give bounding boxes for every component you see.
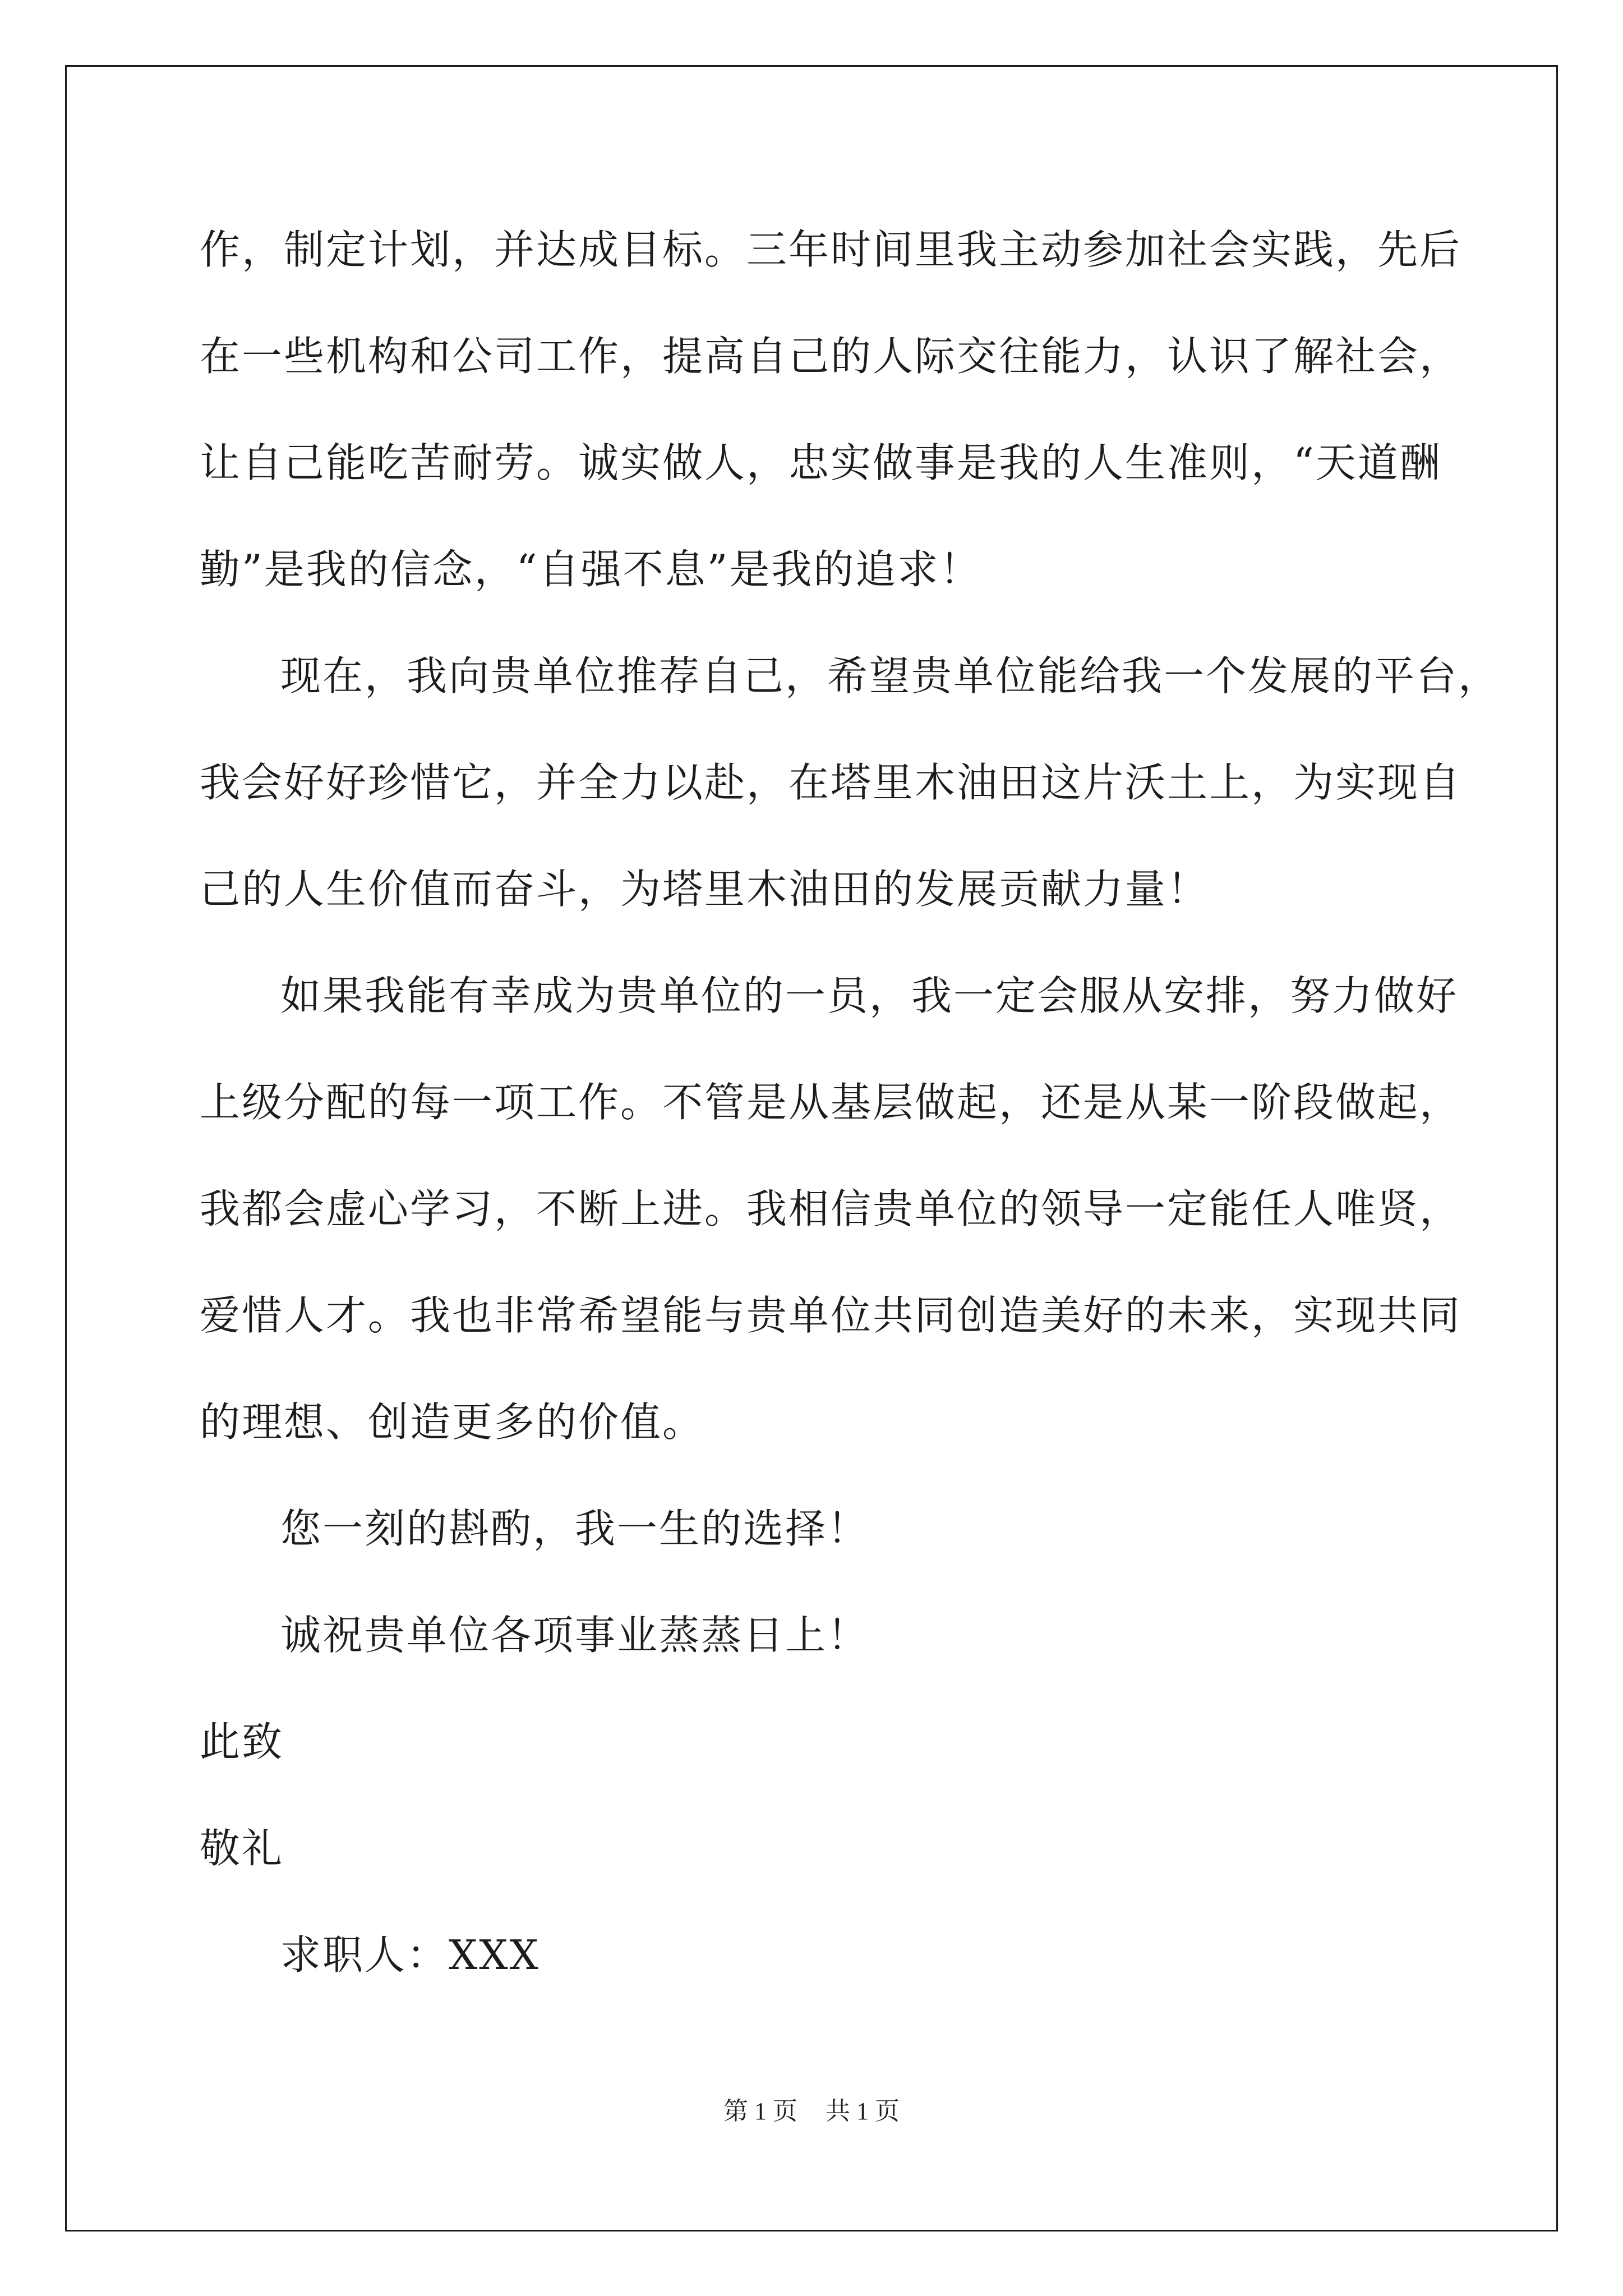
body-line-5: 现在，我向贵单位推荐自己，希望贵单位能给我一个发展的平台， — [280, 652, 1501, 700]
body-line-4: 勤”是我的信念，“自强不息”是我的追求！ — [200, 546, 982, 593]
body-line-3: 让自己能吃苦耐劳。诚实做人，忠实做事是我的人生准则，“天道酬 — [200, 439, 1442, 486]
body-line-2: 在一些机构和公司工作，提高自己的人际交往能力，认识了解社会， — [200, 333, 1462, 380]
body-line-9: 上级分配的每一项工作。不管是从基层做起，还是从某一阶段做起， — [200, 1079, 1462, 1126]
total-pages-label: 共 1 页 — [826, 2097, 900, 2125]
body-line-6: 我会好好珍惜它，并全力以赴，在塔里木油田这片沃土上，为实现自 — [200, 759, 1462, 806]
body-line-12: 的理想、创造更多的价值。 — [200, 1398, 705, 1446]
body-line-11: 爱惜人才。我也非常希望能与贵单位共同创造美好的未来，实现共同 — [200, 1292, 1462, 1339]
page-footer — [0, 2096, 1623, 2127]
body-line-1: 作，制定计划，并达成目标。三年时间里我主动参加社会实践，先后 — [200, 226, 1462, 273]
body-line-7: 己的人生价值而奋斗，为塔里木油田的发展贡献力量！ — [200, 866, 1210, 913]
body-line-8: 如果我能有幸成为贵单位的一员，我一定会服从安排，努力做好 — [280, 972, 1459, 1019]
signature-line: 求职人：XXX — [280, 1931, 540, 1978]
body-line-14: 诚祝贵单位各项事业蒸蒸日上！ — [280, 1612, 870, 1659]
closing-regards: 敬礼 — [200, 1825, 284, 1872]
current-page-label: 第 1 页 — [723, 2097, 797, 2125]
page-border — [65, 65, 1558, 2231]
closing-salutation: 此致 — [200, 1718, 284, 1765]
body-line-13: 您一刻的斟酌，我一生的选择！ — [280, 1505, 870, 1552]
body-line-10: 我都会虚心学习，不断上进。我相信贵单位的领导一定能任人唯贤， — [200, 1185, 1462, 1232]
